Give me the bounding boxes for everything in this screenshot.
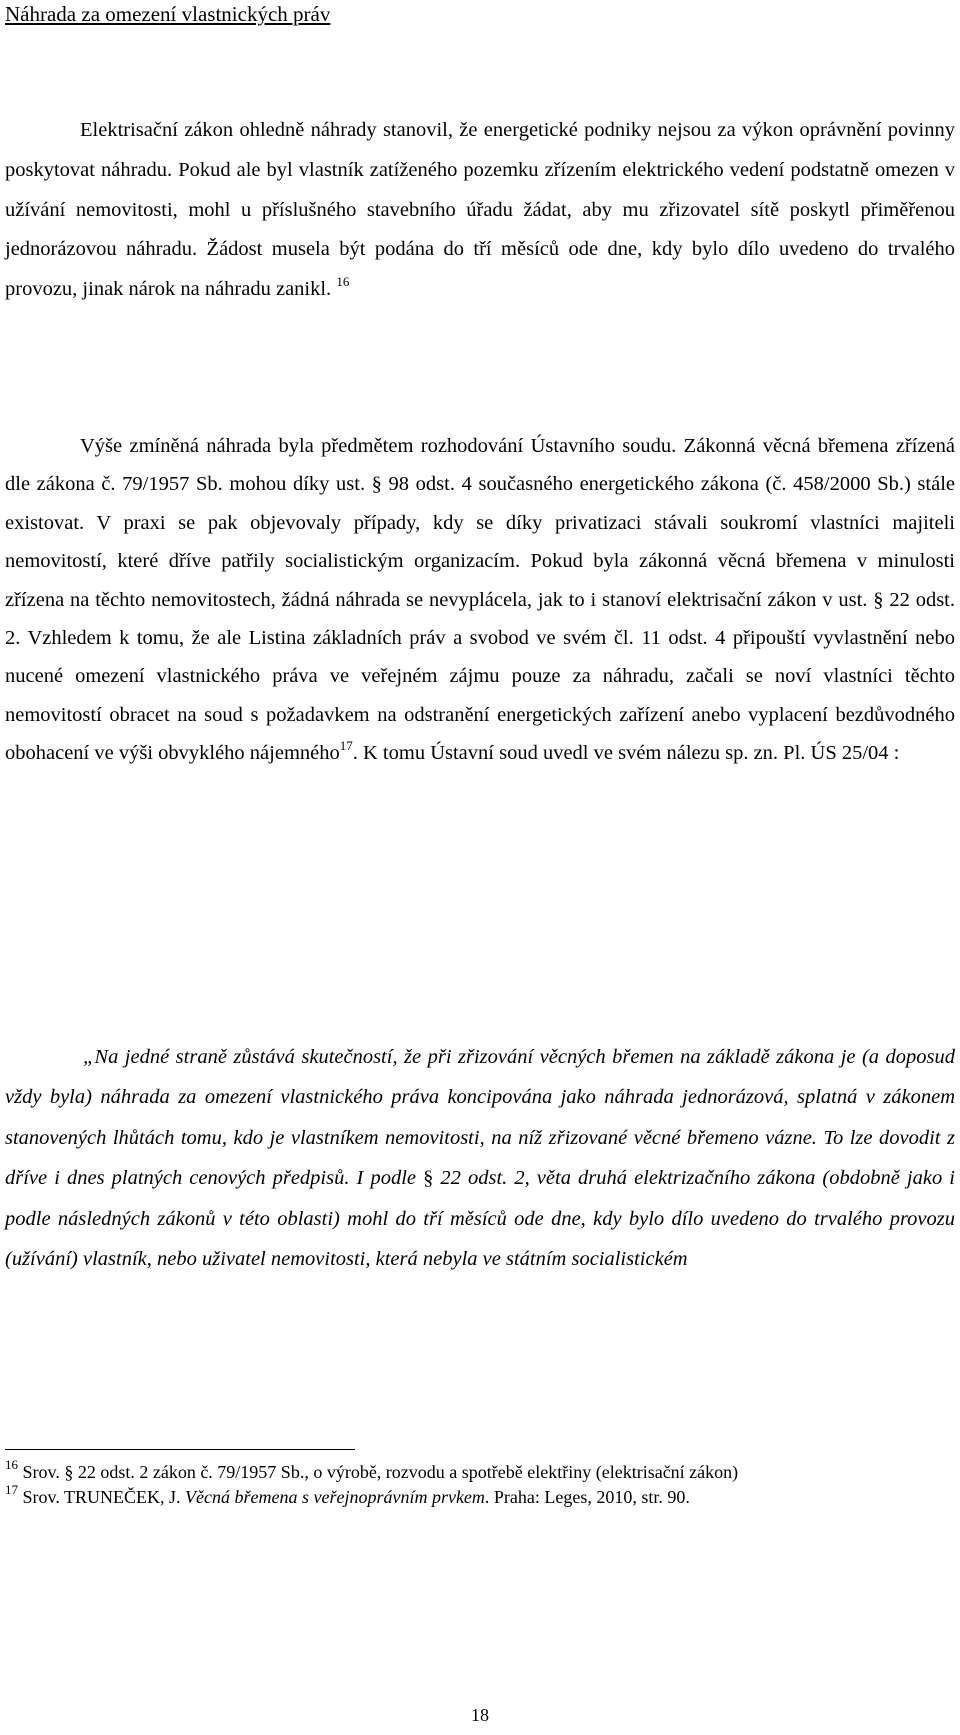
footnote-17 [5, 1482, 955, 1510]
page-number: 18 [471, 1705, 489, 1725]
paragraph-compensation-intro [5, 111, 955, 310]
paragraph-text-continued: . K tomu Ústavní soud uvedl ve svém nálezu sp. zn. Pl. ÚS 25/04 : [352, 742, 900, 765]
footnote-text: Srov. § 22 odst. 2 zákon č. 79/1957 Sb., o výrobě, rozvodu a spotřebě elektřiny (elektrisační zákon) [18, 1462, 739, 1482]
footnote-text-continued: . Praha: Leges, 2010, str. 90. [484, 1487, 690, 1507]
paragraph-text: Elektrisační zákon ohledně náhrady stanovil, že energetické podniky nejsou za výkon oprávnění povinny poskytovat náhradu. Pokud ale byl vlastník zatíženého pozemku zřízením elektrického vedení podstatně omezen v užívání nemovitosti, mohl u příslušného stavebního úřadu žádat, aby mu zřizovatel sítě poskytl přiměřenou jednorázovou náhradu. Žádost musela být podána do tří měsíců ode dne, kdy bylo dílo uvedeno do trvalého provozu, jinak nárok na náhradu zanikl. [5, 119, 955, 301]
section-sign: § [423, 1167, 434, 1190]
footnote-ref-17[interactable]: 17 [339, 738, 353, 754]
footnote-number: 17 [5, 1482, 18, 1497]
footnote-separator [5, 1449, 355, 1450]
quote-text-continued: 22 odst. 2, věta druhá elektrizačního zákona (obdobně jako i podle následných zákonů v této oblasti) mohl do tří měsíců ode dne, kdy bylo dílo uvedeno do trvalého provozu (užívání) vlastník, nebo uživatel nemovitosti, která nebyla ve státním socialistickém [5, 1167, 955, 1271]
court-quotation [5, 1037, 955, 1279]
footnote-16 [5, 1457, 955, 1485]
section-heading: Náhrada za omezení vlastnických práv [5, 2, 331, 26]
paragraph-constitutional-court [5, 427, 955, 773]
footnotes [5, 1457, 955, 1510]
footnote-ref-16[interactable]: 16 [336, 274, 350, 290]
quote-text: „Na jedné straně zůstává skutečností, že při zřizování věcných břemen na základě zákona je (a doposud vždy byla) náhrada za omezení vlastnického práva koncipována jako náhrada jednorázová, splatná v zákonem stanovených lhůtách tomu, kdo je vlastníkem nemovitosti, na níž zřizované věcné břemeno vázne. To lze dovodit z dříve i dnes platných cenových předpisů. I podle [5, 1046, 955, 1190]
footnote-book-title: Věcná břemena s veřejnoprávním prvkem [185, 1487, 485, 1507]
footnote-text: Srov. TRUNEČEK, J. [18, 1487, 186, 1507]
paragraph-text: Výše zmíněná náhrada byla předmětem rozhodování Ústavního soudu. Zákonná věcná břemena zřízená dle zákona č. 79/1957 Sb. mohou díky ust. § 98 odst. 4 současného energetického zákona (č. 458/2000 Sb.) stále existovat. V praxi se pak objevovaly případy, kdy se díky privatizaci stávali soukromí vlastníci majiteli nemovitostí, které dříve patřily socialistickým organizacím. Pokud byla zákonná věcná břemena v minulosti zřízena na těchto nemovitostech, žádná náhrada se nevyplácela, jak to i stanoví elektrisační zákon v ust. § 22 odst. 2. Vzhledem k tomu, že ale Listina základních práv a svobod ve svém čl. 11 odst. 4 připouští vyvlastnění nebo nucené omezení vlastnického práva ve veřejném zájmu pouze za náhradu, začali se noví vlastníci těchto nemovitostí obracet na soud s požadavkem na odstranění energetických zařízení anebo vyplacení bezdůvodného obohacení ve výši obvyklého nájemného [5, 435, 955, 765]
footnote-number: 16 [5, 1457, 18, 1472]
